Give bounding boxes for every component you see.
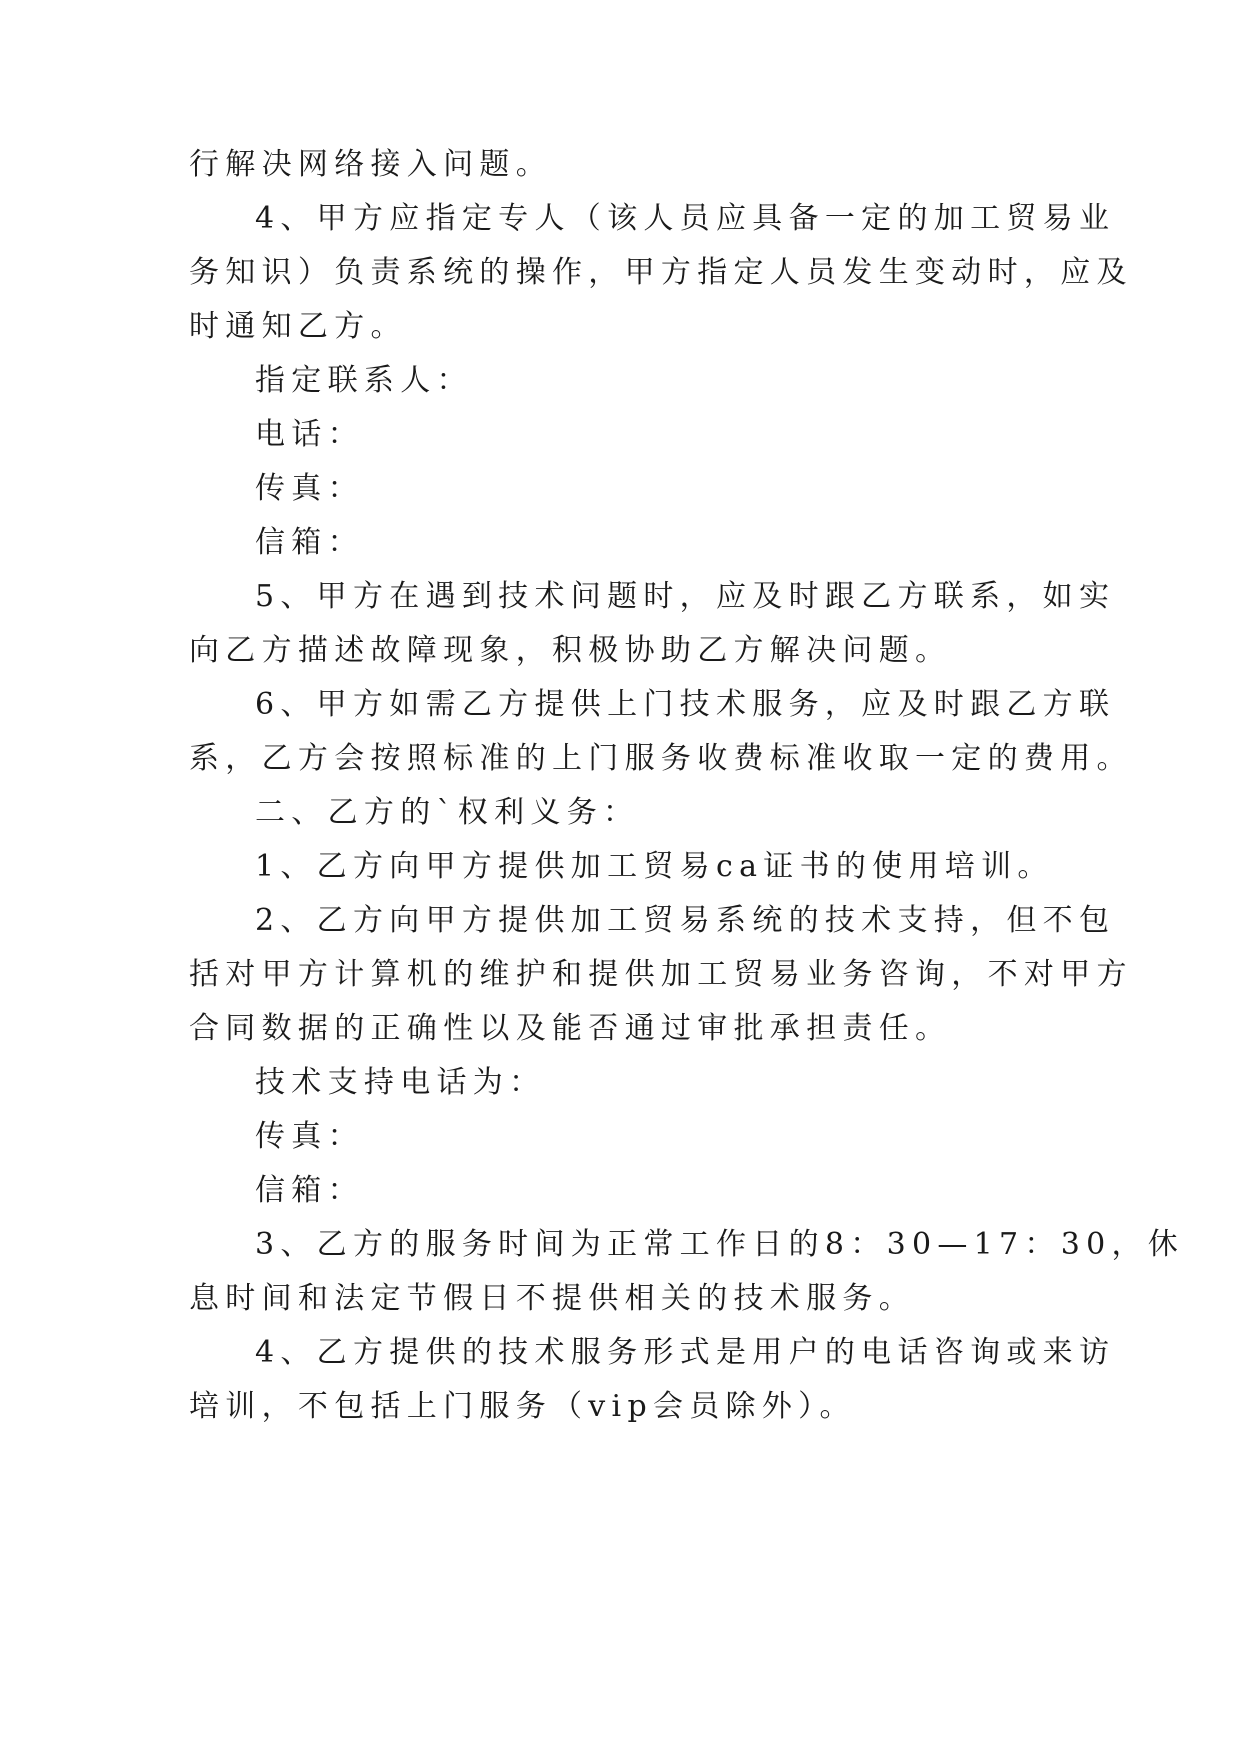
text-line: 3、乙方的服务时间为正常工作日的8：30—17：30，休 [255,1227,1185,1262]
text-line: 务知识）负责系统的操作，甲方指定人员发生变动时，应及 [189,255,1133,290]
text-line: 电话： [255,417,364,452]
text-line: 信箱： [255,1173,364,1208]
text-line: 技术支持电话为： [255,1065,546,1100]
text-line: 培训，不包括上门服务（vip会员除外）。 [189,1389,856,1424]
text-line: 传真： [255,1119,364,1154]
text-line: 5、甲方在遇到技术问题时，应及时跟乙方联系，如实 [255,579,1116,614]
text-line: 行解决网络接入问题。 [189,147,552,182]
section-heading: 二、乙方的`权利义务： [255,795,640,830]
text-line: 括对甲方计算机的维护和提供加工贸易业务咨询，不对甲方 [189,957,1133,992]
text-line: 指定联系人： [255,363,473,398]
text-line: 4、乙方提供的技术服务形式是用户的电话咨询或来访 [255,1335,1116,1370]
text-line: 传真： [255,471,364,506]
text-line: 信箱： [255,525,364,560]
text-line: 时通知乙方。 [189,309,407,344]
text-line: 向乙方描述故障现象，积极协助乙方解决问题。 [189,633,952,668]
text-line: 系，乙方会按照标准的上门服务收费标准收取一定的费用。 [189,741,1133,776]
text-line: 6、甲方如需乙方提供上门技术服务，应及时跟乙方联 [255,687,1116,722]
text-line: 2、乙方向甲方提供加工贸易系统的技术支持，但不包 [255,903,1116,938]
text-line: 合同数据的正确性以及能否通过审批承担责任。 [189,1011,952,1046]
text-line: 息时间和法定节假日不提供相关的技术服务。 [189,1281,915,1316]
text-line: 4、甲方应指定专人（该人员应具备一定的加工贸易业 [255,201,1116,236]
text-line: 1、乙方向甲方提供加工贸易ca证书的使用培训。 [255,849,1054,884]
